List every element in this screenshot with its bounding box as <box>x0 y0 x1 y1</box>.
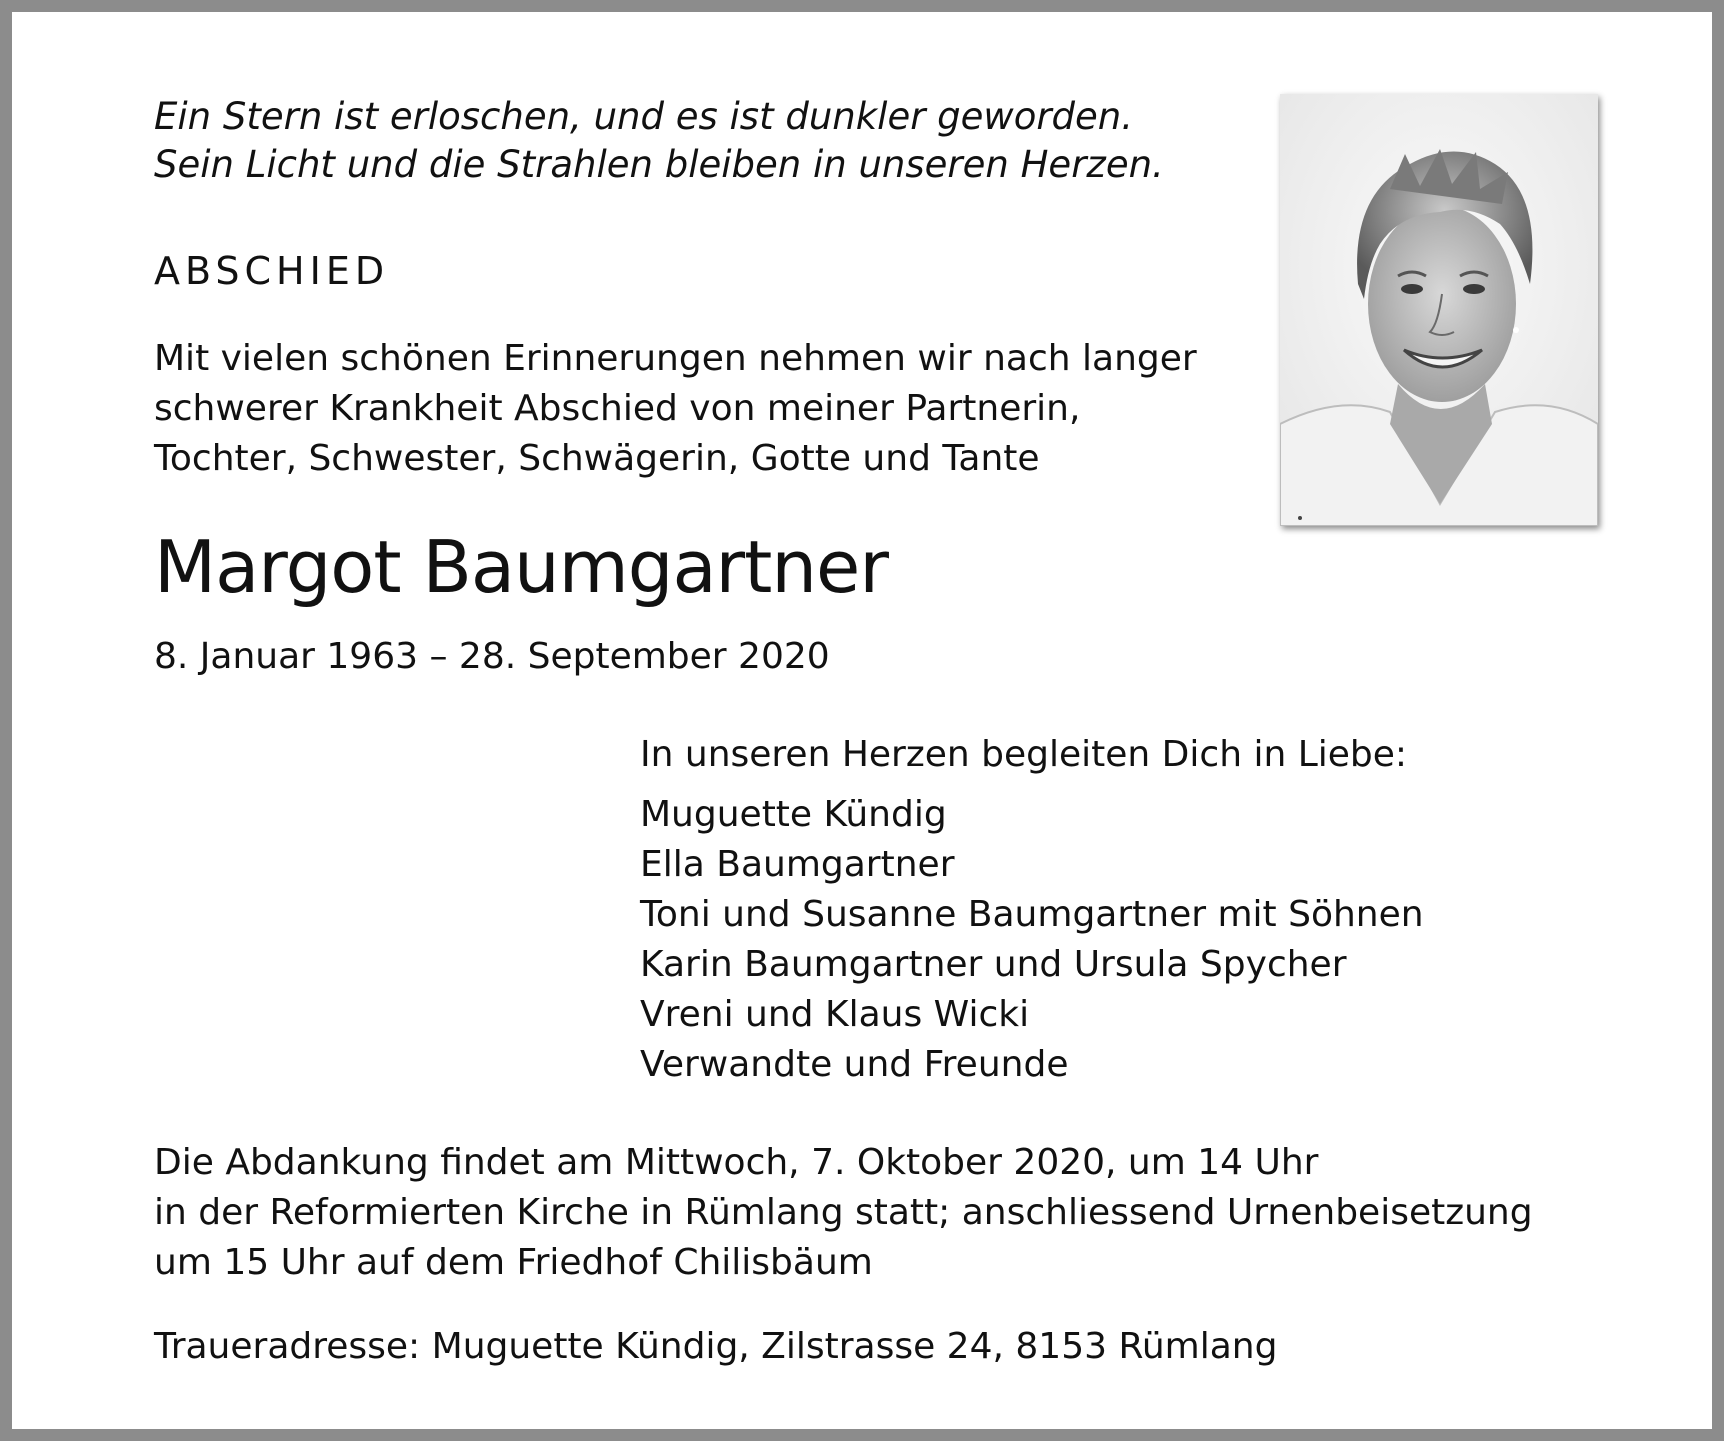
deceased-name: Margot Baumgartner <box>154 525 888 609</box>
portrait-image <box>1280 94 1598 526</box>
intro-line-2: schwerer Krankheit Abschied von meiner Partnerin, <box>154 388 1081 429</box>
mourner-name: Toni und Susanne Baumgartner mit Söhnen <box>640 894 1424 935</box>
mourning-address: Traueradresse: Muguette Kündig, Zilstrasse 24, 8153 Rümlang <box>154 1326 1278 1367</box>
life-dates: 8. Januar 1963 – 28. September 2020 <box>154 636 830 677</box>
mourner-name: Ella Baumgartner <box>640 844 955 885</box>
mourner-name: Vreni und Klaus Wicki <box>640 994 1030 1035</box>
portrait-photo <box>1280 94 1598 526</box>
service-line-3: um 15 Uhr auf dem Friedhof Chilisbäum <box>154 1242 873 1283</box>
motto-line-1: Ein Stern ist erloschen, und es ist dunkler geworden. <box>154 95 1134 138</box>
notice-heading: ABSCHIED <box>154 249 390 293</box>
mourner-name: Karin Baumgartner und Ursula Spycher <box>640 944 1347 985</box>
intro-line-1: Mit vielen schönen Erinnerungen nehmen wir nach langer <box>154 338 1197 379</box>
intro-line-3: Tochter, Schwester, Schwägerin, Gotte und Tante <box>154 438 1040 479</box>
service-line-2: in der Reformierten Kirche in Rümlang statt; anschliessend Urnenbeisetzung <box>154 1192 1533 1233</box>
service-line-1: Die Abdankung findet am Mittwoch, 7. Oktober 2020, um 14 Uhr <box>154 1142 1319 1183</box>
mourner-name: Muguette Kündig <box>640 794 947 835</box>
obituary-notice <box>12 12 1712 1429</box>
mourner-name: Verwandte und Freunde <box>640 1044 1069 1085</box>
motto-line-2: Sein Licht und die Strahlen bleiben in unseren Herzen. <box>154 143 1164 186</box>
mourners-intro: In unseren Herzen begleiten Dich in Liebe: <box>640 734 1408 775</box>
